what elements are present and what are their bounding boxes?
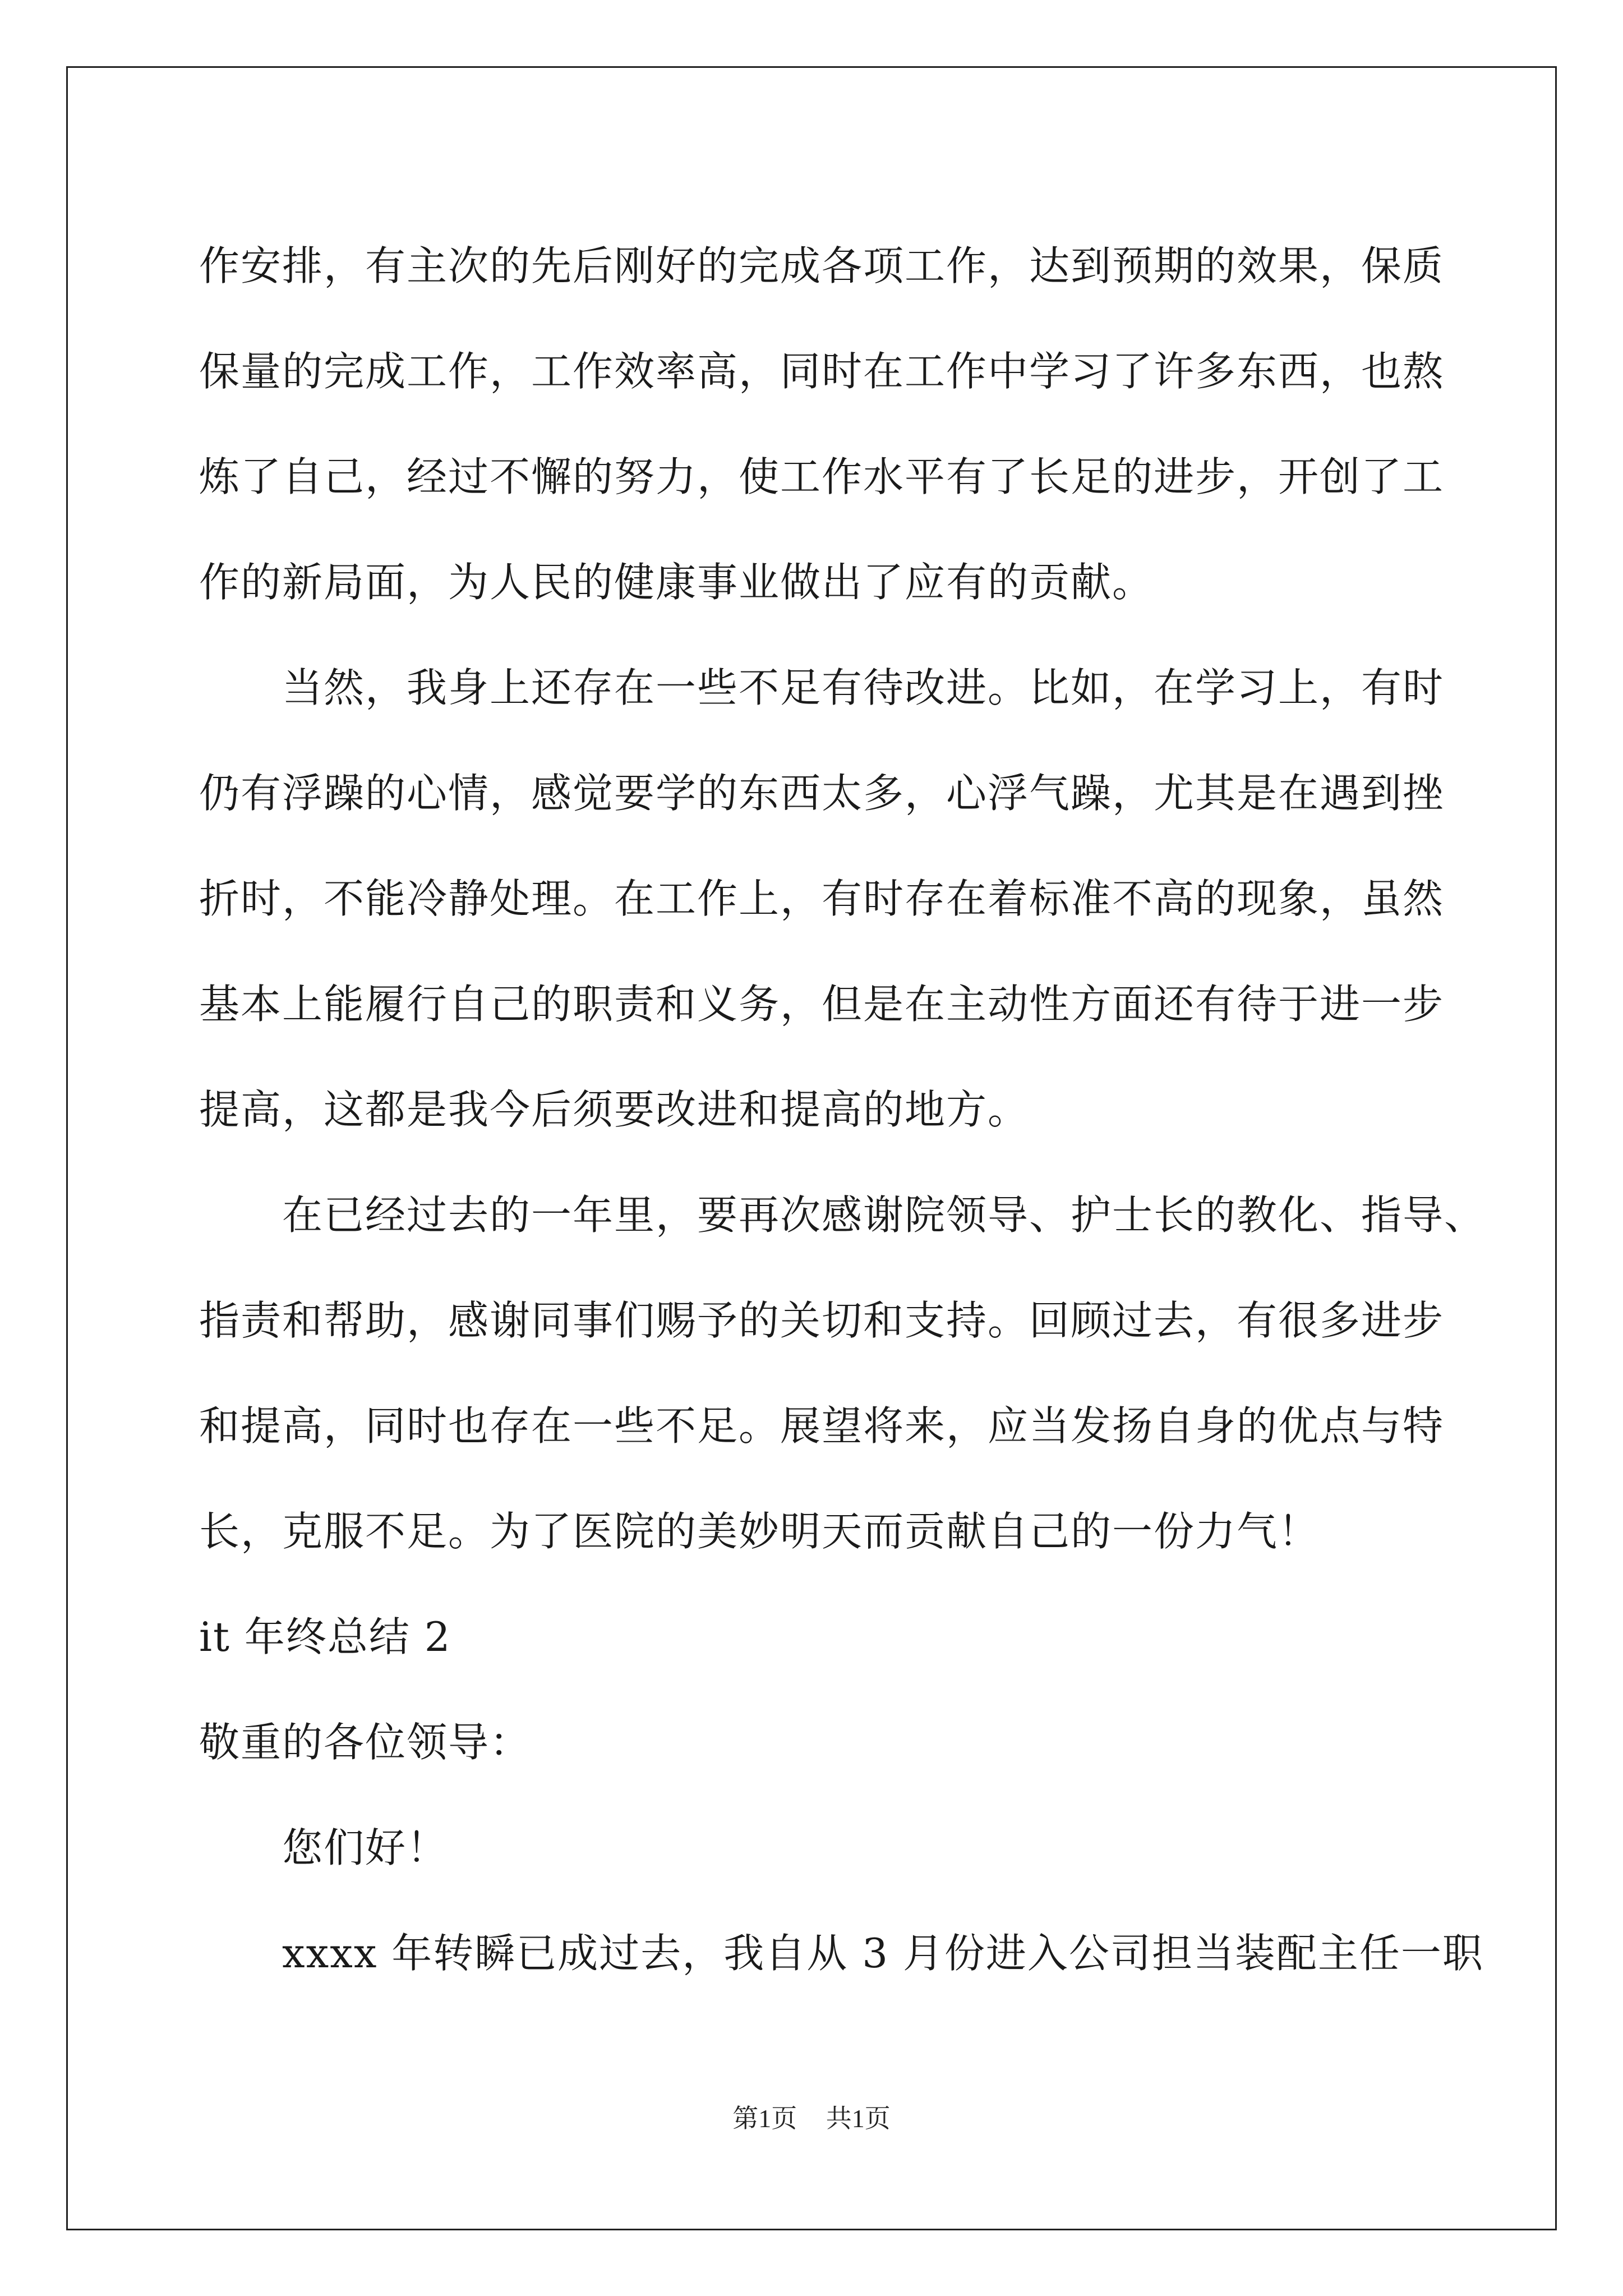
greeting: 您们好！ bbox=[282, 1824, 449, 1871]
paragraph-line: 当然，我身上还存在一些不足有待改进。比如，在学习上，有时 bbox=[282, 664, 1445, 711]
paragraph-line: 作安排，有主次的先后刚好的完成各项工作，达到预期的效果，保质 bbox=[199, 242, 1445, 289]
paragraph-line: 在已经过去的一年里，要再次感谢院领导、护士长的教化、指导、 bbox=[282, 1191, 1486, 1239]
paragraph-line: 作的新局面，为人民的健康事业做出了应有的贡献。 bbox=[199, 559, 1154, 606]
paragraph-line: 炼了自己，经过不懈的努力，使工作水平有了长足的进步，开创了工 bbox=[199, 453, 1445, 500]
paragraph-line: 折时，不能冷静处理。在工作上，有时存在着标准不高的现象，虽然 bbox=[199, 875, 1445, 922]
page-footer bbox=[0, 2098, 1623, 2135]
paragraph-line: 和提高，同时也存在一些不足。展望将来，应当发扬自身的优点与特 bbox=[199, 1402, 1445, 1450]
paragraph-line: 基本上能履行自己的职责和义务，但是在主动性方面还有待于进一步 bbox=[199, 981, 1445, 1028]
page-total: 共1页 bbox=[826, 2104, 891, 2133]
document-body bbox=[199, 213, 1489, 2006]
paragraph-line: 仍有浮躁的心情，感觉要学的东西太多，心浮气躁，尤其是在遇到挫 bbox=[199, 770, 1445, 817]
section-heading: it 年终总结 2 bbox=[199, 1613, 451, 1660]
paragraph-line: 提高，这都是我今后须要改进和提高的地方。 bbox=[199, 1086, 1030, 1133]
paragraph-line: 指责和帮助，感谢同事们赐予的关切和支持。回顾过去，有很多进步 bbox=[199, 1297, 1445, 1344]
paragraph-line: 长，克服不足。为了医院的美妙明天而贡献自己的一份力气！ bbox=[199, 1508, 1320, 1555]
salutation: 敬重的各位领导： bbox=[199, 1719, 532, 1766]
page-number: 第1页 bbox=[732, 2104, 797, 2133]
paragraph-line: 保量的完成工作，工作效率高，同时在工作中学习了许多东西，也熬 bbox=[199, 348, 1445, 395]
paragraph-line: xxxx 年转瞬已成过去，我自从 3 月份进入公司担当装配主任一职 bbox=[282, 1930, 1484, 1977]
